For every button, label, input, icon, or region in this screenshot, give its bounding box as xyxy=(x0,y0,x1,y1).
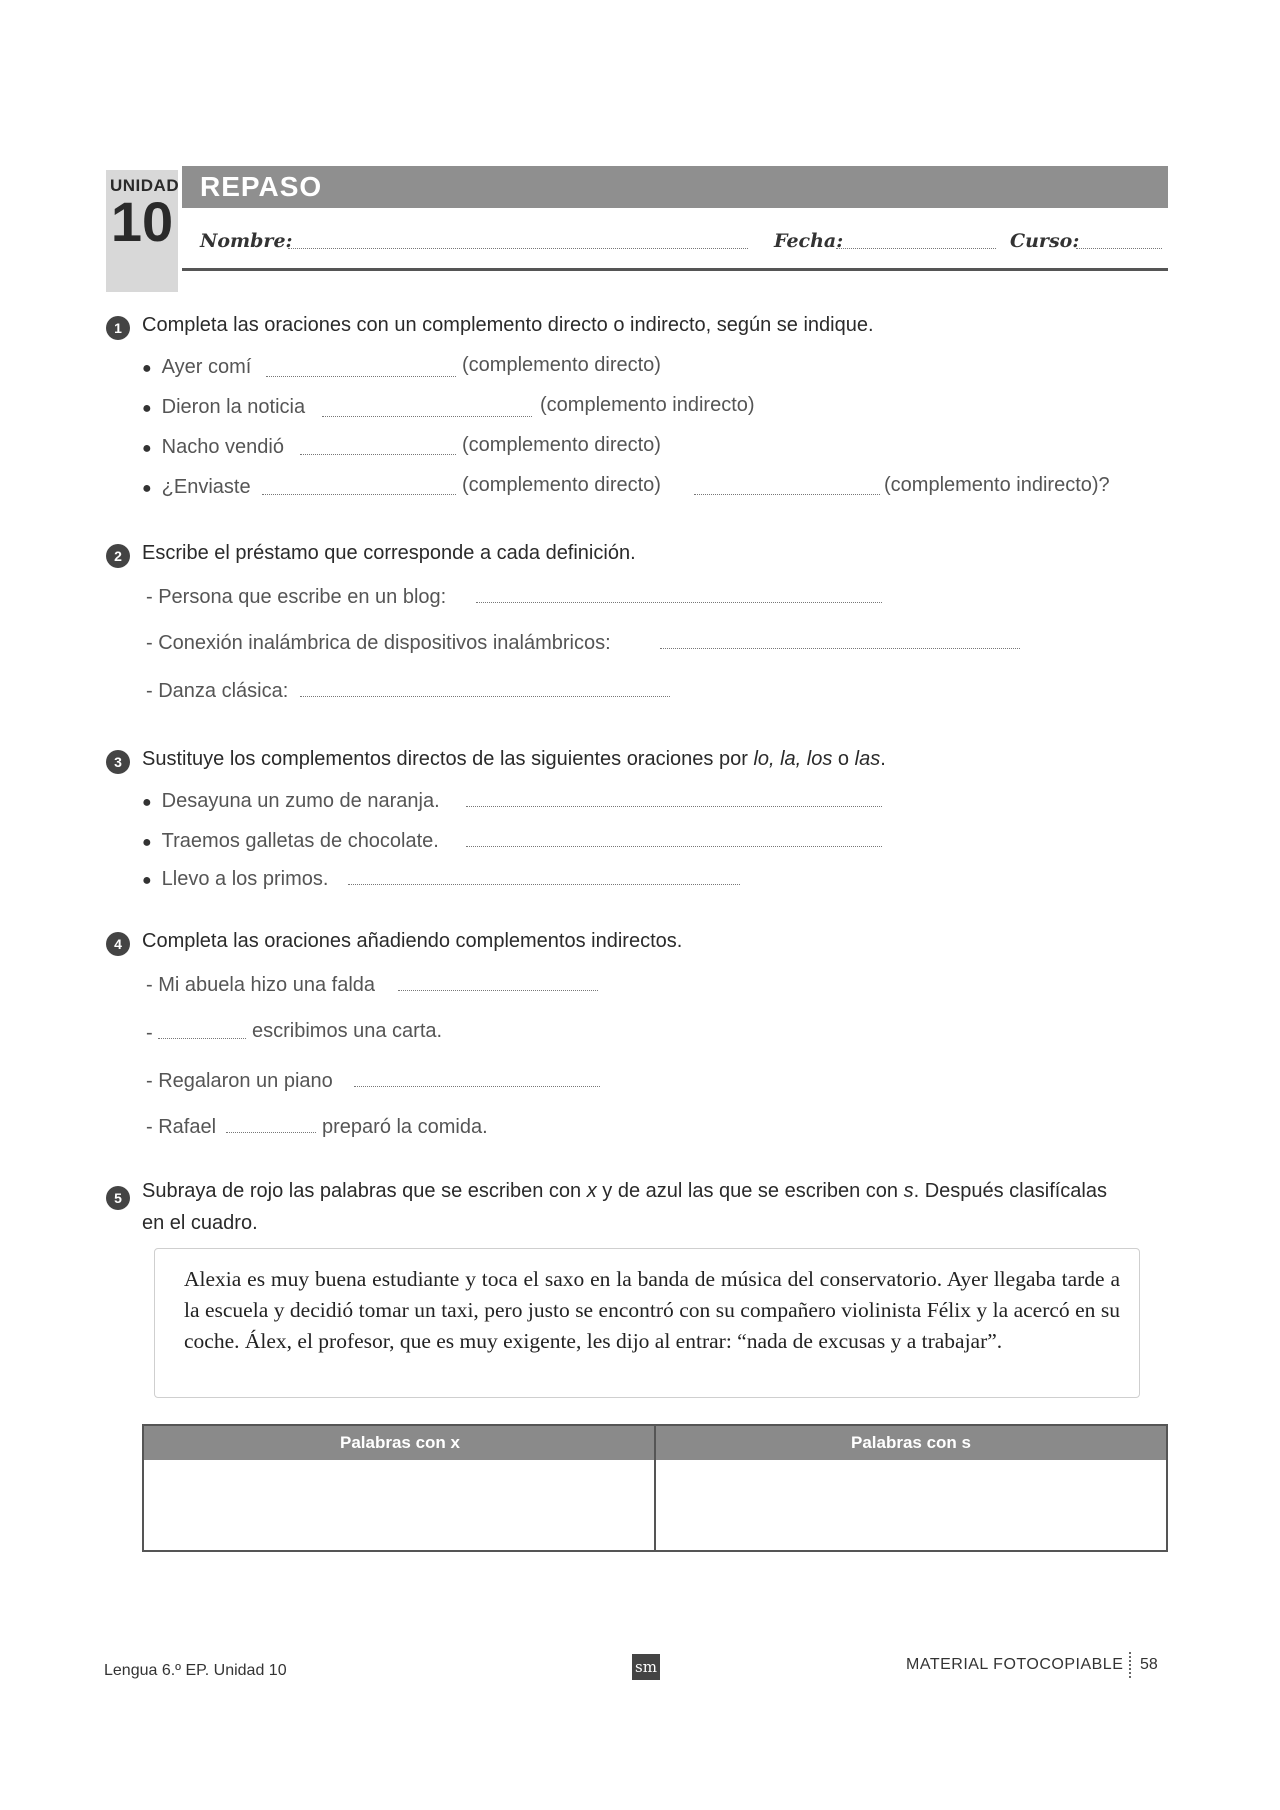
exercise-1-number: 1 xyxy=(106,316,130,340)
answer-line[interactable] xyxy=(300,454,456,455)
exercise-4-item-4-rest: preparó la comida. xyxy=(322,1116,488,1138)
table-divider xyxy=(654,1424,656,1552)
exercise-3-item-3: ● Llevo a los primos. xyxy=(142,868,329,890)
reading-paragraph: Alexia es muy buena estudiante y toca el saxo en la banda de música del conservatorio. Ayer llegaba tarde a la escuela y decidió tomar un taxi, pero justo se encontró con su compañero violinista Félix y la acercó en su coche. Álex, el profesor, que es muy exigente, les dijo al entrar: “nada de excusas y a trabajar”. xyxy=(184,1267,1120,1353)
exercise-3-instruction: Sustituye los complementos directos de las siguientes oraciones por lo, la, los o las. xyxy=(142,748,886,770)
answer-line[interactable] xyxy=(158,1038,246,1039)
answer-line[interactable] xyxy=(694,494,880,495)
unit-number: 10 xyxy=(110,190,174,253)
exercise-3-item-1: ● Desayuna un zumo de naranja. xyxy=(142,790,440,812)
answer-line[interactable] xyxy=(348,884,740,885)
exercise-1-item-2: ● Dieron la noticia xyxy=(142,396,306,418)
table-cell-s[interactable] xyxy=(658,1460,1166,1550)
exercise-2-instruction: Escribe el préstamo que corresponde a cada definición. xyxy=(142,542,636,564)
answer-line[interactable] xyxy=(354,1086,600,1087)
answer-line[interactable] xyxy=(322,416,532,417)
exercise-4-item-1: - Mi abuela hizo una falda xyxy=(146,974,376,996)
name-field[interactable] xyxy=(288,248,748,249)
exercise-4-number: 4 xyxy=(106,932,130,956)
table-header-x: Palabras con x xyxy=(144,1426,656,1460)
answer-line[interactable] xyxy=(466,846,882,847)
answer-line[interactable] xyxy=(660,648,1020,649)
exercise-1-item-4-hint-1: (complemento directo) xyxy=(462,474,661,496)
answer-line[interactable] xyxy=(398,990,598,991)
answer-line[interactable] xyxy=(476,602,882,603)
exercise-4-item-2-rest: escribimos una carta. xyxy=(252,1020,443,1042)
footer-separator xyxy=(1129,1652,1131,1678)
exercise-4-item-4: - Rafael xyxy=(146,1116,217,1138)
exercise-4-item-2: - xyxy=(146,1022,153,1044)
exercise-1-item-3-hint: (complemento directo) xyxy=(462,434,661,456)
exercise-4-instruction: Completa las oraciones añadiendo complementos indirectos. xyxy=(142,930,683,952)
publisher-logo: sm xyxy=(632,1654,660,1680)
exercise-1-item-1-hint: (complemento directo) xyxy=(462,354,661,376)
course-label: Curso: xyxy=(1010,230,1080,252)
answer-line[interactable] xyxy=(266,376,456,377)
exercise-4-item-3: - Regalaron un piano xyxy=(146,1070,333,1092)
title-bar xyxy=(182,166,1168,208)
exercise-1-instruction: Completa las oraciones con un complemento directo o indirecto, según se indique. xyxy=(142,314,874,336)
exercise-5-number: 5 xyxy=(106,1186,130,1210)
exercise-3-number: 3 xyxy=(106,750,130,774)
course-field[interactable] xyxy=(1076,248,1162,249)
name-label: Nombre: xyxy=(200,230,293,252)
page-number: 58 xyxy=(1140,1656,1158,1673)
date-field[interactable] xyxy=(836,248,996,249)
date-label: Fecha: xyxy=(774,230,844,252)
exercise-1-item-4-hint-2: (complemento indirecto)? xyxy=(884,474,1110,496)
exercise-5-instruction-line1: Subraya de rojo las palabras que se escriben con x y de azul las que se escriben con s. Después clasifícalas xyxy=(142,1180,1107,1202)
header-divider xyxy=(182,268,1168,271)
footer-material: MATERIAL FOTOCOPIABLE xyxy=(906,1656,1124,1673)
exercise-2-number: 2 xyxy=(106,544,130,568)
page-title: REPASO xyxy=(200,171,323,202)
exercise-2-item-3: - Danza clásica: xyxy=(146,680,289,702)
answer-line[interactable] xyxy=(300,696,670,697)
exercise-1-item-3: ● Nacho vendió xyxy=(142,436,284,458)
table-header-s: Palabras con s xyxy=(656,1426,1166,1460)
footer-course: Lengua 6.º EP. Unidad 10 xyxy=(104,1662,287,1679)
exercise-2-item-2: - Conexión inalámbrica de dispositivos inalámbricos: xyxy=(146,632,611,654)
exercise-2-item-1: - Persona que escribe en un blog: xyxy=(146,586,447,608)
exercise-1-item-1: ● Ayer comí xyxy=(142,356,252,378)
exercise-5-instruction-line2: en el cuadro. xyxy=(142,1212,258,1234)
exercise-3-item-2: ● Traemos galletas de chocolate. xyxy=(142,830,439,852)
exercise-1-item-2-hint: (complemento indirecto) xyxy=(540,394,755,416)
unit-label: UNIDAD xyxy=(110,176,180,195)
answer-line[interactable] xyxy=(466,806,882,807)
answer-line[interactable] xyxy=(262,494,456,495)
answer-line[interactable] xyxy=(226,1132,316,1133)
exercise-1-item-4: ● ¿Enviaste xyxy=(142,476,251,498)
table-cell-x[interactable] xyxy=(144,1460,654,1550)
